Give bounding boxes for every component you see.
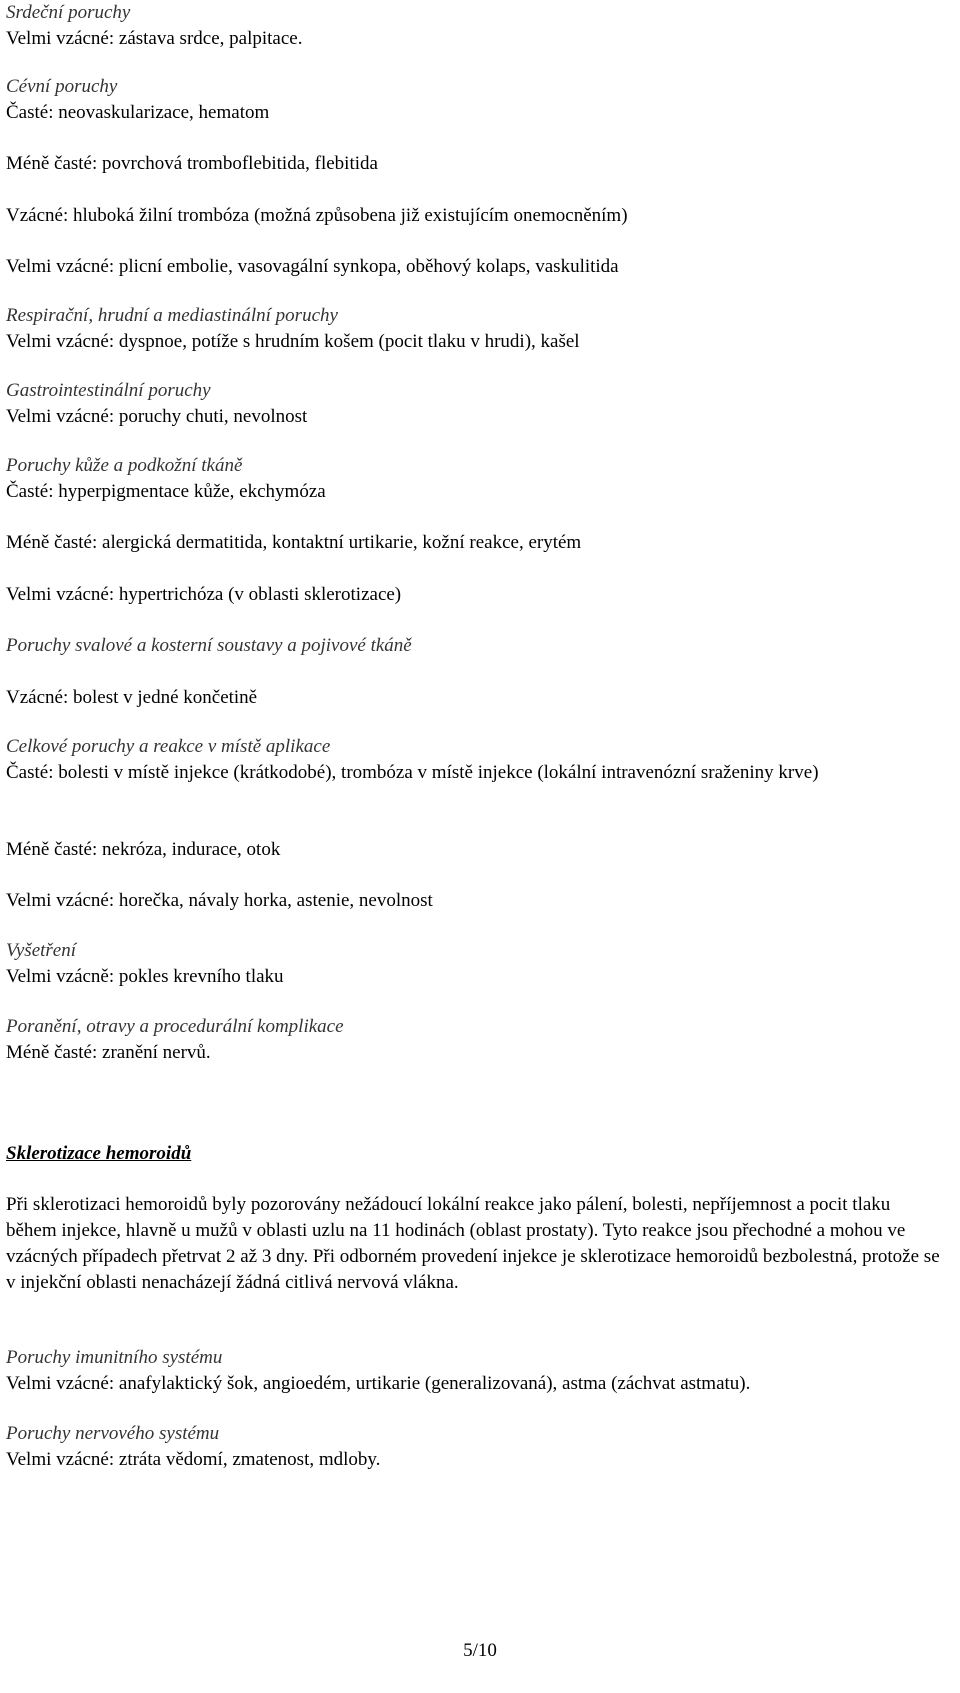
section-gastro — [6, 378, 307, 430]
section-respiratory — [6, 303, 580, 355]
section-nervous — [6, 1421, 380, 1473]
section-title: Celkové poruchy a reakce v místě aplikace — [6, 736, 331, 757]
section-line: Méně časté: povrchová tromboflebitida, flebitida — [6, 153, 378, 174]
paragraph: Při sklerotizaci hemoroidů byly pozorovány nežádoucí lokální reakce jako pálení, bolesti, nepříjemnost a pocit tlaku během injekce, hlavně u mužů v oblasti uzlu na 11 hodinách (oblast prostaty). Tyto reakce jsou přechodné a mohou ve vzácných případech přetrvat 2 až 3 dny. Při odborném provedení injekce je sklerotizace hemoroidů bezbolestná, protože se v injekční oblasti nenacházejí žádná citlivá nervová vlákna. — [6, 1194, 940, 1293]
section-line: Velmi vzácné: poruchy chuti, nevolnost — [6, 406, 308, 427]
section-title: Gastrointestinální poruchy — [6, 380, 211, 401]
section-line: Velmi vzácně: pokles krevního tlaku — [6, 966, 284, 987]
section-line: Velmi vzácné: zástava srdce, palpitace. — [6, 28, 303, 49]
section-title: Srdeční poruchy — [6, 2, 131, 23]
section-line: Vzácné: bolest v jedné končetině — [6, 687, 258, 708]
section-cardiac — [6, 0, 302, 52]
section-title: Cévní poruchy — [6, 76, 118, 97]
section-line: Velmi vzácné: plicní embolie, vasovagální synkopa, oběhový kolaps, vaskulitida — [6, 256, 619, 277]
section-line: Časté: neovaskularizace, hematom — [6, 102, 270, 123]
section-general — [6, 734, 941, 786]
section-title: Poruchy svalové a kosterní soustavy a pojivové tkáně — [6, 635, 412, 656]
section-line: Velmi vzácné: horečka, návaly horka, astenie, nevolnost — [6, 890, 433, 911]
section-title: Poruchy kůže a podkožní tkáně — [6, 455, 243, 476]
section-line: Velmi vzácné: anafylaktický šok, angioedém, urtikarie (generalizovaná), astma (záchvat astmatu). — [6, 1373, 751, 1394]
section-heading: Sklerotizace hemoroidů — [6, 1143, 192, 1164]
section-line: Vzácné: hluboká žilní trombóza (možná způsobena již existujícím onemocněním) — [6, 205, 628, 226]
section-line: Méně časté: zranění nervů. — [6, 1042, 211, 1063]
section-line: Méně časté: nekróza, indurace, otok — [6, 839, 281, 860]
section-vascular — [6, 74, 269, 126]
section-immune — [6, 1345, 750, 1397]
section-injury — [6, 1014, 344, 1066]
section-line: Velmi vzácné: dyspnoe, potíže s hrudním košem (pocit tlaku v hrudi), kašel — [6, 331, 580, 352]
section-investigations — [6, 938, 284, 990]
section-skin — [6, 453, 326, 505]
section-line: Velmi vzácné: ztráta vědomí, zmatenost, mdloby. — [6, 1449, 381, 1470]
section-line: Méně časté: alergická dermatitida, kontaktní urtikarie, kožní reakce, erytém — [6, 532, 582, 553]
page-number: 5/10 — [463, 1640, 497, 1661]
section-title: Poranění, otravy a procedurální komplikace — [6, 1016, 344, 1037]
section-line: Časté: bolesti v místě injekce (krátkodobé), trombóza v místě injekce (lokální intravenózní sraženiny krve) — [6, 762, 819, 783]
section-title: Vyšetření — [6, 940, 77, 961]
section-title: Poruchy nervového systému — [6, 1423, 220, 1444]
section-title: Poruchy imunitního systému — [6, 1347, 223, 1368]
section-line: Velmi vzácné: hypertrichóza (v oblasti sklerotizace) — [6, 584, 402, 605]
section-line: Časté: hyperpigmentace kůže, ekchymóza — [6, 481, 326, 502]
section-title: Respirační, hrudní a mediastinální poruchy — [6, 305, 338, 326]
